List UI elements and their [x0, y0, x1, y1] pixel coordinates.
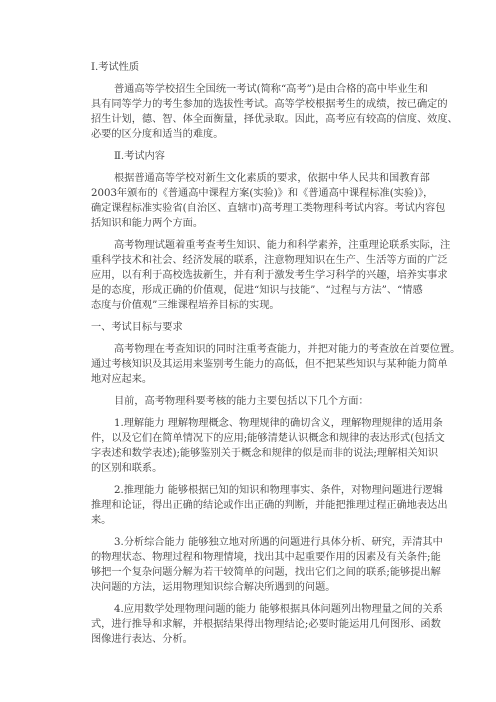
paragraph-line: 1.理解能力 理解物理概念、物理规律的确切含义，理解物理规律的适用条: [114, 418, 443, 429]
paragraph-line: 件，以及它们在简单情况下的应用;能够清楚认识概念和规律的表达形式(包括文: [91, 433, 445, 444]
paragraph-line: 字表述和数学表述);能够鉴别关于概念和规律的似是而非的说法;理解相关知识: [91, 448, 439, 459]
paragraph-line: 应用，以有利于高校选拔新生，并有利于激发考生学习科学的兴趣，培养实事求: [91, 270, 448, 281]
paragraph-line: 地对应起来。: [91, 374, 153, 385]
paragraph-line: 的区别和联系。: [91, 463, 163, 474]
paragraph-line: 2003年颁布的《普通高中课程方案(实验)》和《普通高中课程标准(实验)》，: [91, 188, 434, 199]
paragraph-line: 推理和论证，得出正确的结论或作出正确的判断，并能把推理过程正确地表达出: [91, 500, 448, 511]
paragraph-line: 决问题的方法，运用物理知识综合解决所遇到的问题。: [91, 582, 336, 593]
paragraph-line: 够把一个复杂问题分解为若干较简单的问题，找出它们之间的联系;能够提出解: [91, 567, 441, 578]
paragraph-line: 态度与价值观”三维课程培养目标的实现。: [91, 300, 280, 311]
paragraph-line: 3.分析综合能力 能够独立地对所遇的问题进行具体分析、研究，弄清其中: [114, 537, 443, 548]
paragraph-line: 来。: [91, 515, 112, 526]
paragraph-line: 必要的区分度和适当的难度。: [91, 129, 224, 140]
paragraph-line: 式，进行推导和求解，并根据结果得出物理结论;必要时能运用几何图形、函数: [91, 619, 441, 630]
paragraph-line: 具有同等学力的考生参加的选拔性考试。高等学校根据考生的成绩，按已确定的: [91, 99, 448, 110]
paragraph-line: 根据普通高等学校对新生文化素质的要求，依据中华人民共和国教育部: [114, 173, 430, 184]
paragraph-line: 括知识和能力两个方面。: [91, 218, 204, 229]
paragraph-line: 的物理状态、物理过程和物理情境，找出其中起重要作用的因素及有关条件;能: [91, 552, 441, 563]
paragraph-line: 4.应用数学处理物理问题的能力 能够根据具体问题列出物理量之间的关系: [114, 604, 443, 615]
section-heading-goals: 一、考试目标与要求: [91, 322, 183, 333]
paragraph-line: 招生计划，德、智、体全面衡量，择优录取。因此，高考应有较高的信度、效度、: [91, 114, 458, 125]
paragraph-line: 通过考核知识及其运用来鉴别考生能力的高低，但不把某些知识与某种能力简单: [91, 359, 448, 370]
paragraph-line: 确定课程标准实验省(自治区、直辖市)高考理工类物理科考试内容。考试内容包: [91, 203, 446, 214]
paragraph-line: 是的态度，形成正确的价值观，促进“知识与技能”、“过程与方法”、“情感: [91, 285, 423, 296]
paragraph-line: 2.推理能力 能够根据已知的知识和物理事实、条件，对物理问题进行逻辑: [114, 485, 443, 496]
paragraph-line: 图像进行表达、分析。: [91, 634, 193, 645]
section-heading-exam-nature: Ⅰ.考试性质: [91, 62, 140, 73]
section-heading-exam-content: Ⅱ.考试内容: [114, 151, 165, 162]
paragraph-line: 高考物理试题着重考查考生知识、能力和科学素养，注重理论联系实际，注: [114, 240, 451, 251]
paragraph-line: 普通高等学校招生全国统一考试(简称“高考”)是由合格的高中毕业生和: [114, 84, 428, 95]
paragraph-line: 重科学技术和社会、经济发展的联系，注意物理知识在生产、生活等方面的广泛: [91, 255, 448, 266]
paragraph-line: 目前，高考物理科要考核的能力主要包括以下几个方面：: [114, 396, 369, 407]
paragraph-line: 高考物理在考查知识的同时注重考查能力，并把对能力的考查放在首要位置。: [114, 344, 461, 355]
